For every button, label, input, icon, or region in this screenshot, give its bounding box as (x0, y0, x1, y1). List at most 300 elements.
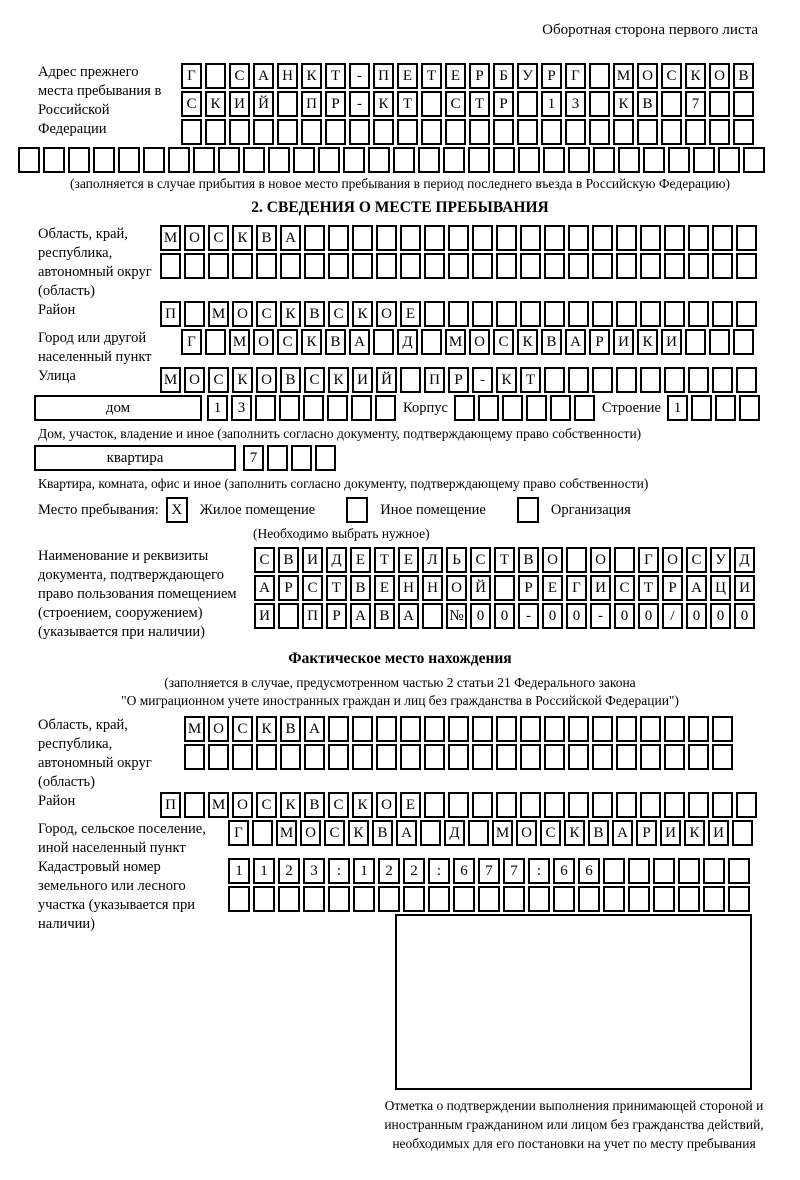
char-cell[interactable] (277, 119, 298, 145)
char-cell[interactable]: 7 (478, 858, 500, 884)
char-cell[interactable] (229, 119, 250, 145)
char-cell[interactable] (693, 147, 715, 173)
char-cell[interactable] (589, 63, 610, 89)
char-cell[interactable] (256, 744, 277, 770)
char-cell[interactable] (352, 253, 373, 279)
char-cell[interactable]: К (328, 367, 349, 393)
char-cell[interactable] (253, 886, 275, 912)
char-cell[interactable]: Й (470, 575, 491, 601)
char-cell[interactable] (443, 147, 465, 173)
char-cell[interactable] (184, 744, 205, 770)
char-cell[interactable]: Г (638, 547, 659, 573)
char-cell[interactable]: Е (374, 575, 395, 601)
char-cell[interactable]: 0 (542, 603, 563, 629)
char-cell[interactable]: 6 (453, 858, 475, 884)
char-cell[interactable] (472, 716, 493, 742)
char-cell[interactable] (618, 147, 640, 173)
char-cell[interactable] (301, 119, 322, 145)
char-cell[interactable]: 3 (231, 395, 252, 421)
char-cell[interactable]: 7 (243, 445, 264, 471)
char-cell[interactable] (232, 744, 253, 770)
char-cell[interactable] (393, 147, 415, 173)
char-cell[interactable] (349, 119, 370, 145)
char-cell[interactable]: О (300, 820, 321, 846)
char-cell[interactable] (712, 792, 733, 818)
char-cell[interactable] (351, 395, 372, 421)
char-cell[interactable]: С (470, 547, 491, 573)
char-cell[interactable] (541, 119, 562, 145)
char-cell[interactable]: Д (397, 329, 418, 355)
char-cell[interactable]: 0 (710, 603, 731, 629)
char-cell[interactable] (496, 792, 517, 818)
char-cell[interactable]: 6 (578, 858, 600, 884)
char-cell[interactable]: К (232, 225, 253, 251)
char-cell[interactable] (352, 716, 373, 742)
char-cell[interactable]: Е (400, 301, 421, 327)
char-cell[interactable] (403, 886, 425, 912)
char-cell[interactable] (544, 744, 565, 770)
char-cell[interactable]: В (278, 547, 299, 573)
char-cell[interactable]: 2 (278, 858, 300, 884)
char-cell[interactable] (208, 744, 229, 770)
char-cell[interactable] (640, 367, 661, 393)
char-cell[interactable] (640, 225, 661, 251)
char-cell[interactable]: К (637, 329, 658, 355)
char-cell[interactable]: Г (228, 820, 249, 846)
char-cell[interactable] (252, 820, 273, 846)
char-cell[interactable]: 7 (503, 858, 525, 884)
char-cell[interactable]: К (373, 91, 394, 117)
char-cell[interactable]: К (352, 792, 373, 818)
char-cell[interactable] (256, 253, 277, 279)
char-cell[interactable]: - (472, 367, 493, 393)
char-cell[interactable] (616, 716, 637, 742)
char-cell[interactable] (448, 744, 469, 770)
char-cell[interactable]: Р (326, 603, 347, 629)
char-cell[interactable] (453, 886, 475, 912)
char-cell[interactable] (592, 744, 613, 770)
char-cell[interactable]: В (280, 716, 301, 742)
char-cell[interactable]: Д (326, 547, 347, 573)
char-cell[interactable] (424, 301, 445, 327)
char-cell[interactable]: 0 (734, 603, 755, 629)
char-cell[interactable] (653, 858, 675, 884)
char-cell[interactable] (496, 744, 517, 770)
char-cell[interactable] (685, 119, 706, 145)
char-cell[interactable]: И (660, 820, 681, 846)
char-cell[interactable]: И (661, 329, 682, 355)
char-cell[interactable] (193, 147, 215, 173)
char-cell[interactable] (218, 147, 240, 173)
char-cell[interactable]: В (637, 91, 658, 117)
char-cell[interactable]: - (349, 63, 370, 89)
char-cell[interactable] (592, 301, 613, 327)
char-cell[interactable]: П (160, 301, 181, 327)
checkbox-residential[interactable]: X (166, 497, 188, 523)
char-cell[interactable]: 7 (685, 91, 706, 117)
char-cell[interactable]: Р (325, 91, 346, 117)
char-cell[interactable] (517, 119, 538, 145)
char-cell[interactable]: С (208, 367, 229, 393)
char-cell[interactable] (678, 858, 700, 884)
char-cell[interactable] (328, 225, 349, 251)
char-cell[interactable] (502, 395, 523, 421)
char-cell[interactable]: Д (444, 820, 465, 846)
char-cell[interactable] (376, 744, 397, 770)
char-cell[interactable] (578, 886, 600, 912)
char-cell[interactable] (277, 91, 298, 117)
char-cell[interactable] (703, 886, 725, 912)
char-cell[interactable] (736, 792, 757, 818)
char-cell[interactable]: 1 (541, 91, 562, 117)
char-cell[interactable]: У (710, 547, 731, 573)
char-cell[interactable]: О (590, 547, 611, 573)
char-cell[interactable] (181, 119, 202, 145)
char-cell[interactable]: С (256, 301, 277, 327)
char-cell[interactable]: Е (445, 63, 466, 89)
char-cell[interactable] (544, 301, 565, 327)
char-cell[interactable] (267, 445, 288, 471)
char-cell[interactable] (468, 820, 489, 846)
char-cell[interactable]: О (446, 575, 467, 601)
char-cell[interactable] (568, 792, 589, 818)
char-cell[interactable] (712, 253, 733, 279)
char-cell[interactable] (445, 119, 466, 145)
char-cell[interactable] (616, 225, 637, 251)
char-cell[interactable]: К (301, 329, 322, 355)
char-cell[interactable] (205, 63, 226, 89)
char-cell[interactable] (205, 329, 226, 355)
char-cell[interactable]: : (528, 858, 550, 884)
char-cell[interactable] (653, 886, 675, 912)
char-cell[interactable]: К (256, 716, 277, 742)
char-cell[interactable] (688, 744, 709, 770)
char-cell[interactable]: К (685, 63, 706, 89)
char-cell[interactable]: / (662, 603, 683, 629)
char-cell[interactable] (640, 301, 661, 327)
char-cell[interactable]: А (280, 225, 301, 251)
char-cell[interactable]: У (517, 63, 538, 89)
char-cell[interactable] (328, 716, 349, 742)
char-cell[interactable] (568, 744, 589, 770)
char-cell[interactable]: О (232, 792, 253, 818)
char-cell[interactable] (640, 744, 661, 770)
char-cell[interactable] (732, 820, 753, 846)
char-cell[interactable]: С (304, 367, 325, 393)
char-cell[interactable]: С (302, 575, 323, 601)
char-cell[interactable] (496, 716, 517, 742)
char-cell[interactable] (550, 395, 571, 421)
char-cell[interactable]: В (256, 225, 277, 251)
char-cell[interactable] (616, 253, 637, 279)
char-cell[interactable]: В (372, 820, 393, 846)
char-cell[interactable]: Р (662, 575, 683, 601)
char-cell[interactable]: В (733, 63, 754, 89)
char-cell[interactable]: И (254, 603, 275, 629)
char-cell[interactable] (448, 225, 469, 251)
char-cell[interactable]: 2 (403, 858, 425, 884)
char-cell[interactable]: М (613, 63, 634, 89)
char-cell[interactable] (733, 119, 754, 145)
char-cell[interactable]: К (496, 367, 517, 393)
char-cell[interactable]: 0 (566, 603, 587, 629)
char-cell[interactable]: Т (397, 91, 418, 117)
char-cell[interactable] (293, 147, 315, 173)
char-cell[interactable] (543, 147, 565, 173)
char-cell[interactable] (688, 225, 709, 251)
char-cell[interactable]: А (254, 575, 275, 601)
char-cell[interactable]: Г (181, 63, 202, 89)
char-cell[interactable] (143, 147, 165, 173)
char-cell[interactable] (376, 716, 397, 742)
char-cell[interactable]: И (613, 329, 634, 355)
char-cell[interactable] (709, 329, 730, 355)
char-cell[interactable] (712, 744, 733, 770)
char-cell[interactable] (712, 367, 733, 393)
char-cell[interactable]: А (304, 716, 325, 742)
char-cell[interactable]: С (232, 716, 253, 742)
char-cell[interactable]: С (324, 820, 345, 846)
char-cell[interactable] (422, 603, 443, 629)
char-cell[interactable] (378, 886, 400, 912)
char-cell[interactable]: С (277, 329, 298, 355)
char-cell[interactable] (400, 225, 421, 251)
char-cell[interactable] (678, 886, 700, 912)
char-cell[interactable]: А (686, 575, 707, 601)
char-cell[interactable] (304, 744, 325, 770)
char-cell[interactable] (688, 716, 709, 742)
char-cell[interactable] (688, 301, 709, 327)
char-cell[interactable] (205, 119, 226, 145)
char-cell[interactable]: С (328, 792, 349, 818)
char-cell[interactable] (566, 547, 587, 573)
char-cell[interactable]: М (492, 820, 513, 846)
char-cell[interactable] (428, 886, 450, 912)
char-cell[interactable] (688, 367, 709, 393)
char-cell[interactable]: Е (400, 792, 421, 818)
char-cell[interactable] (291, 445, 312, 471)
char-cell[interactable] (728, 886, 750, 912)
char-cell[interactable] (628, 886, 650, 912)
char-cell[interactable] (278, 886, 300, 912)
char-cell[interactable]: Р (589, 329, 610, 355)
char-cell[interactable]: А (398, 603, 419, 629)
char-cell[interactable] (736, 225, 757, 251)
char-cell[interactable] (448, 792, 469, 818)
char-cell[interactable]: Т (325, 63, 346, 89)
char-cell[interactable]: Р (493, 91, 514, 117)
char-cell[interactable]: В (304, 301, 325, 327)
char-cell[interactable]: В (518, 547, 539, 573)
char-cell[interactable] (712, 716, 733, 742)
char-cell[interactable]: Й (376, 367, 397, 393)
char-cell[interactable] (640, 716, 661, 742)
char-cell[interactable] (493, 147, 515, 173)
char-cell[interactable]: А (565, 329, 586, 355)
char-cell[interactable]: Д (734, 547, 755, 573)
char-cell[interactable]: Б (493, 63, 514, 89)
char-cell[interactable] (400, 367, 421, 393)
char-cell[interactable] (118, 147, 140, 173)
char-cell[interactable]: П (302, 603, 323, 629)
char-cell[interactable]: С (614, 575, 635, 601)
char-cell[interactable] (373, 119, 394, 145)
char-cell[interactable] (603, 886, 625, 912)
char-cell[interactable]: П (160, 792, 181, 818)
char-cell[interactable]: Т (326, 575, 347, 601)
char-cell[interactable] (496, 301, 517, 327)
char-cell[interactable]: О (256, 367, 277, 393)
char-cell[interactable] (544, 716, 565, 742)
char-cell[interactable]: 2 (378, 858, 400, 884)
char-cell[interactable]: М (208, 792, 229, 818)
char-cell[interactable]: О (469, 329, 490, 355)
char-cell[interactable] (568, 147, 590, 173)
char-cell[interactable]: 1 (207, 395, 228, 421)
char-cell[interactable] (418, 147, 440, 173)
char-cell[interactable] (184, 792, 205, 818)
char-cell[interactable] (640, 792, 661, 818)
char-cell[interactable] (592, 253, 613, 279)
char-cell[interactable] (592, 367, 613, 393)
char-cell[interactable] (544, 253, 565, 279)
char-cell[interactable]: С (493, 329, 514, 355)
checkbox-organization[interactable] (517, 497, 539, 523)
char-cell[interactable]: Р (518, 575, 539, 601)
char-cell[interactable]: Г (565, 63, 586, 89)
char-cell[interactable]: Р (278, 575, 299, 601)
char-cell[interactable] (343, 147, 365, 173)
char-cell[interactable]: С (229, 63, 250, 89)
char-cell[interactable]: С (208, 225, 229, 251)
char-cell[interactable] (614, 547, 635, 573)
char-cell[interactable]: Р (469, 63, 490, 89)
char-cell[interactable] (328, 886, 350, 912)
char-cell[interactable] (424, 792, 445, 818)
char-cell[interactable]: О (637, 63, 658, 89)
char-cell[interactable]: С (256, 792, 277, 818)
char-cell[interactable] (661, 119, 682, 145)
char-cell[interactable] (421, 91, 442, 117)
char-cell[interactable] (208, 253, 229, 279)
char-cell[interactable] (520, 225, 541, 251)
char-cell[interactable] (664, 716, 685, 742)
char-cell[interactable]: 1 (253, 858, 275, 884)
char-cell[interactable] (688, 792, 709, 818)
char-cell[interactable] (640, 253, 661, 279)
char-cell[interactable]: И (352, 367, 373, 393)
char-cell[interactable] (184, 253, 205, 279)
char-cell[interactable] (712, 301, 733, 327)
char-cell[interactable] (739, 395, 760, 421)
char-cell[interactable]: В (350, 575, 371, 601)
char-cell[interactable] (93, 147, 115, 173)
char-cell[interactable]: К (280, 792, 301, 818)
char-cell[interactable] (728, 858, 750, 884)
char-cell[interactable] (448, 301, 469, 327)
char-cell[interactable]: А (396, 820, 417, 846)
char-cell[interactable]: О (184, 225, 205, 251)
char-cell[interactable] (668, 147, 690, 173)
char-cell[interactable]: А (350, 603, 371, 629)
char-cell[interactable] (280, 253, 301, 279)
char-cell[interactable] (503, 886, 525, 912)
char-cell[interactable]: Т (520, 367, 541, 393)
char-cell[interactable] (520, 792, 541, 818)
char-cell[interactable]: Ь (446, 547, 467, 573)
char-cell[interactable]: А (253, 63, 274, 89)
char-cell[interactable]: М (445, 329, 466, 355)
char-cell[interactable]: И (734, 575, 755, 601)
char-cell[interactable] (496, 225, 517, 251)
char-cell[interactable]: 1 (228, 858, 250, 884)
char-cell[interactable]: И (229, 91, 250, 117)
char-cell[interactable] (526, 395, 547, 421)
char-cell[interactable] (703, 858, 725, 884)
char-cell[interactable] (691, 395, 712, 421)
char-cell[interactable] (184, 301, 205, 327)
char-cell[interactable]: 1 (353, 858, 375, 884)
char-cell[interactable] (420, 820, 441, 846)
char-cell[interactable] (589, 91, 610, 117)
char-cell[interactable] (160, 253, 181, 279)
char-cell[interactable] (278, 603, 299, 629)
char-cell[interactable] (733, 329, 754, 355)
char-cell[interactable]: О (232, 301, 253, 327)
char-cell[interactable] (303, 395, 324, 421)
char-cell[interactable] (421, 119, 442, 145)
char-cell[interactable]: 0 (494, 603, 515, 629)
char-cell[interactable]: : (328, 858, 350, 884)
char-cell[interactable] (478, 886, 500, 912)
char-cell[interactable]: П (301, 91, 322, 117)
char-cell[interactable] (496, 253, 517, 279)
char-cell[interactable]: М (276, 820, 297, 846)
char-cell[interactable]: 1 (667, 395, 688, 421)
char-cell[interactable] (568, 716, 589, 742)
char-cell[interactable] (736, 301, 757, 327)
char-cell[interactable] (664, 367, 685, 393)
char-cell[interactable]: М (160, 367, 181, 393)
char-cell[interactable] (255, 395, 276, 421)
char-cell[interactable] (616, 301, 637, 327)
char-cell[interactable] (400, 716, 421, 742)
char-cell[interactable]: С (181, 91, 202, 117)
char-cell[interactable]: С (328, 301, 349, 327)
char-cell[interactable] (304, 253, 325, 279)
char-cell[interactable]: Е (542, 575, 563, 601)
char-cell[interactable]: О (376, 301, 397, 327)
char-cell[interactable] (472, 301, 493, 327)
char-cell[interactable]: О (184, 367, 205, 393)
char-cell[interactable] (472, 225, 493, 251)
char-cell[interactable]: О (662, 547, 683, 573)
char-cell[interactable] (243, 147, 265, 173)
char-cell[interactable] (568, 367, 589, 393)
char-cell[interactable] (593, 147, 615, 173)
char-cell[interactable] (228, 886, 250, 912)
char-cell[interactable] (718, 147, 740, 173)
char-cell[interactable]: К (301, 63, 322, 89)
char-cell[interactable] (376, 225, 397, 251)
char-cell[interactable]: Р (541, 63, 562, 89)
char-cell[interactable] (472, 744, 493, 770)
char-cell[interactable]: Т (421, 63, 442, 89)
char-cell[interactable] (664, 792, 685, 818)
char-cell[interactable] (454, 395, 475, 421)
checkbox-other-premises[interactable] (346, 497, 368, 523)
char-cell[interactable] (643, 147, 665, 173)
